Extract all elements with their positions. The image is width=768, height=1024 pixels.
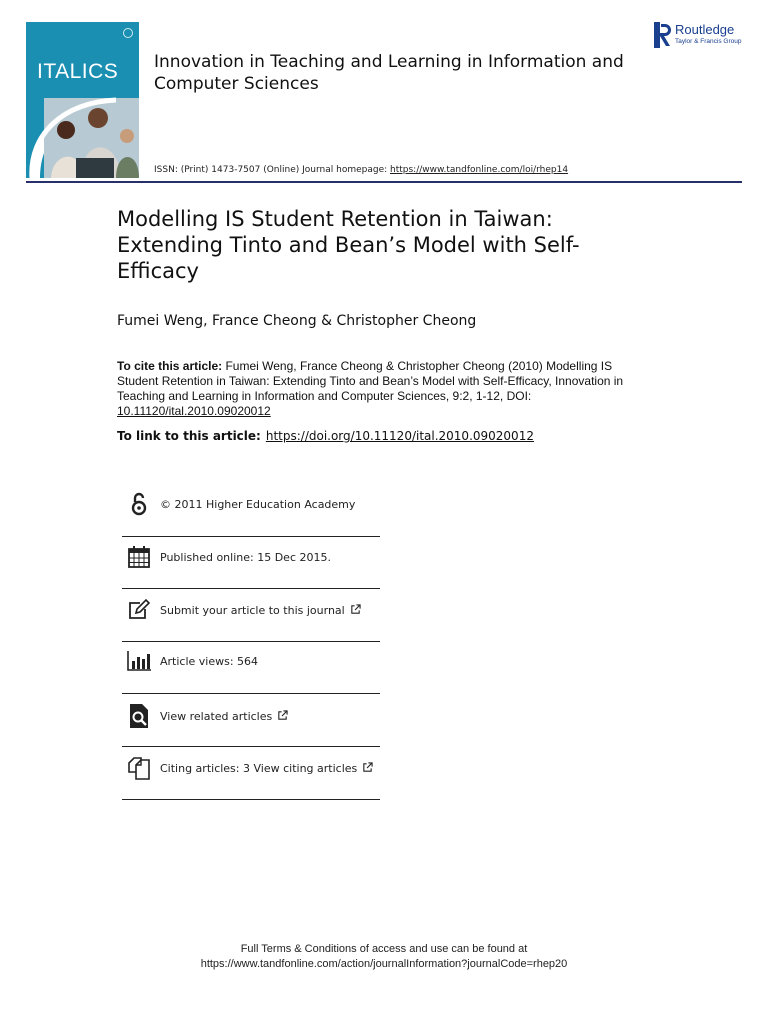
article-views-text: Article views: 564	[160, 654, 259, 668]
info-row-related[interactable]	[122, 690, 380, 742]
journal-title: Innovation in Teaching and Learning in Information and Computer Sciences	[154, 52, 624, 94]
routledge-logo-icon	[654, 22, 672, 48]
publisher-tagline: Taylor & Francis Group	[675, 38, 742, 45]
terms-url-link[interactable]: https://www.tandfonline.com/action/journalInformation?journalCode=rhep20	[200, 958, 568, 970]
related-articles-text: View related articles	[160, 709, 273, 723]
submit-article-text: Submit your article to this journal	[160, 603, 345, 617]
issn-text: ISSN: (Print) 1473-7507 (Online) Journal homepage:	[154, 165, 390, 175]
cover-mark-icon	[123, 28, 133, 38]
journal-cover-image	[26, 22, 139, 178]
published-date-text: Published online: 15 Dec 2015.	[160, 550, 331, 564]
search-document-icon	[126, 703, 152, 729]
edit-icon	[126, 597, 152, 623]
external-link-icon	[362, 762, 373, 773]
row-divider	[122, 799, 380, 800]
info-row-copyright	[122, 478, 380, 530]
article-title: Modelling IS Student Retention in Taiwan: Extending Tinto and Bean’s Model with Self-Efficacy	[117, 207, 580, 283]
publisher-name: Routledge	[675, 22, 735, 37]
header-rule	[26, 181, 742, 183]
citation-text: Fumei Weng, France Cheong & Christopher Cheong (2010) Modelling IS Student Retention in Taiwan: Extending Tinto and Bean’s Model with Self-Efficacy, Innovation in Teaching and Learning in Information and Computer Sciences, 9:2, 1-12, DOI:	[117, 359, 624, 403]
citation-doi-link[interactable]: 10.11120/ital.2010.09020012	[117, 404, 271, 418]
info-row-citing[interactable]	[122, 742, 380, 794]
terms-footer	[0, 942, 768, 972]
external-link-icon	[350, 604, 361, 615]
citing-articles-text: Citing articles: 3 View citing articles	[160, 761, 358, 775]
citation-block	[117, 359, 627, 419]
citing-articles-link[interactable]	[160, 762, 373, 775]
journal-homepage-link[interactable]: https://www.tandfonline.com/loi/rhep14	[390, 165, 569, 175]
issn-line	[154, 165, 568, 175]
citation-label: To cite this article:	[117, 359, 223, 373]
calendar-icon	[126, 544, 152, 570]
submit-article-link[interactable]	[160, 604, 361, 617]
article-doi-link[interactable]: https://doi.org/10.11120/ital.2010.09020012	[265, 429, 534, 443]
citing-articles-icon	[126, 755, 152, 781]
info-row-submit[interactable]	[122, 584, 380, 636]
article-authors: Fumei Weng, France Cheong & Christopher Cheong	[117, 313, 477, 329]
info-row-published	[122, 531, 380, 583]
external-link-icon	[277, 710, 288, 721]
article-link-line	[117, 429, 534, 443]
open-access-icon	[126, 491, 152, 517]
info-row-views	[122, 635, 380, 687]
cover-photo	[26, 92, 139, 178]
related-articles-link[interactable]	[160, 710, 288, 723]
terms-line-1: Full Terms & Conditions of access and use can be found at	[240, 943, 528, 955]
cover-title: ITALICS	[37, 60, 119, 83]
bar-chart-icon	[126, 648, 152, 674]
copyright-text: © 2011 Higher Education Academy	[160, 497, 356, 511]
article-link-label: To link to this article:	[117, 429, 261, 443]
